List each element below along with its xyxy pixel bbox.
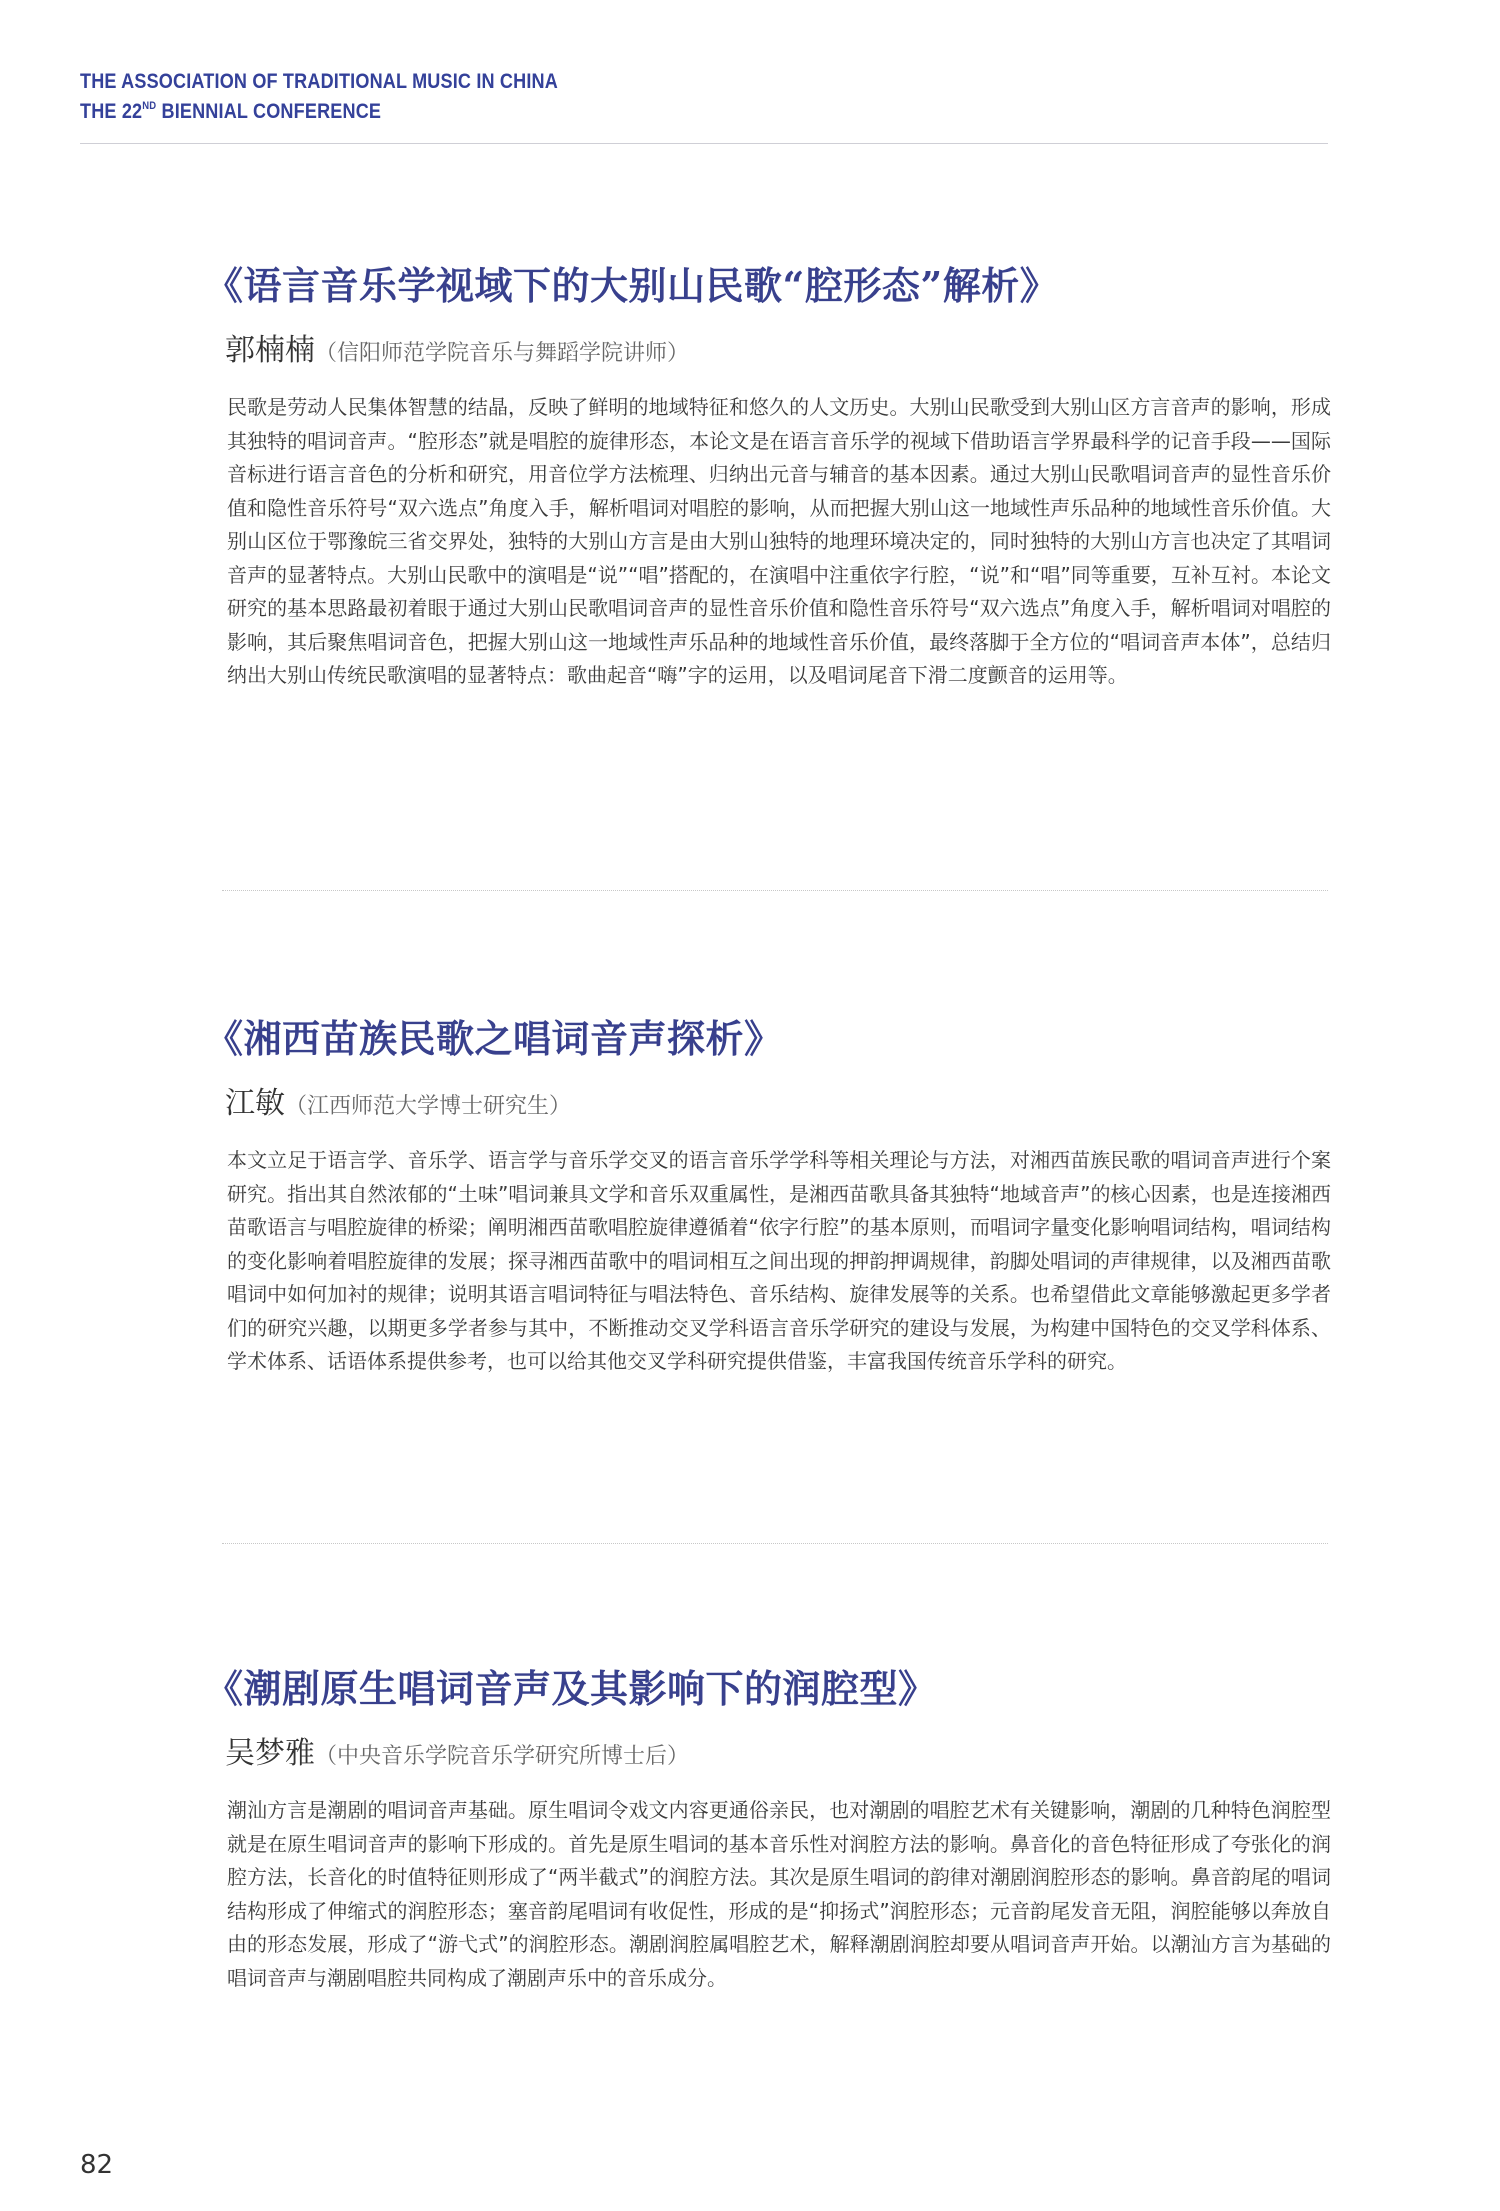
author-name: 郭楠楠 — [225, 333, 315, 368]
article-title: 《潮剧原生唱词音声及其影响下的润腔型》 — [205, 1666, 937, 1711]
author-line — [225, 1728, 1335, 1772]
section-divider — [222, 890, 1328, 891]
author-affiliation: （江西师范大学博士研究生） — [285, 1094, 572, 1119]
article-title: 《湘西苗族民歌之唱词音声探析》 — [205, 1016, 783, 1061]
article-abstract: 潮汕方言是潮剧的唱词音声基础。原生唱词令戏文内容更通俗亲民，也对潮剧的唱腔艺术有关键影响，潮剧的几种特色润腔型就是在原生唱词音声的影响下形成的。首先是原生唱词的基本音乐性对润腔方法的影响。鼻音化的音色特征形成了夸张化的润腔方法，长音化的时值特征则形成了“两半截式”的润腔方法。其次是原生唱词的韵律对潮剧润腔形态的影响。鼻音韵尾的唱词结构形成了伸缩式的润腔形态；塞音韵尾唱词有收促性，形成的是“抑扬式”润腔形态；元音韵尾发音无阻，润腔能够以奔放自由的形态发展，形成了“游弋式”的润腔形态。潮剧润腔属唱腔艺术，解释潮剧润腔却要从唱词音声开始。以潮汕方言为基础的唱词音声与潮剧唱腔共同构成了潮剧声乐中的音乐成分。 — [227, 1798, 1331, 1990]
article-title: 《语言音乐学视域下的大别山民歌“腔形态”解析》 — [205, 263, 1059, 308]
header-association-title: THE ASSOCIATION OF TRADITIONAL MUSIC IN CHINA — [80, 70, 558, 93]
article-3 — [205, 1665, 1335, 1995]
author-line — [225, 1078, 1335, 1122]
author-line — [225, 325, 1335, 369]
author-affiliation: （信阳师范学院音乐与舞蹈学院讲师） — [315, 341, 690, 366]
article-abstract: 民歌是劳动人民集体智慧的结晶，反映了鲜明的地域特征和悠久的人文历史。大别山民歌受到大别山区方言音声的影响，形成其独特的唱词音声。“腔形态”就是唱腔的旋律形态，本论文是在语言音乐学的视域下借助语言学界最科学的记音手段——国际音标进行语言音色的分析和研究，用音位学方法梳理、归纳出元音与辅音的基本因素。通过大别山民歌唱词音声的显性音乐价值和隐性音乐符号“双六选点”角度入手，解析唱词对唱腔的影响，从而把握大别山这一地域性声乐品种的地域性音乐价值。大别山区位于鄂豫皖三省交界处，独特的大别山方言是由大别山独特的地理环境决定的，同时独特的大别山方言也决定了其唱词音声的显著特点。大别山民歌中的演唱是“说”“唱”搭配的，在演唱中注重依字行腔，“说”和“唱”同等重要，互补互衬。本论文研究的基本思路最初着眼于通过大别山民歌唱词音声的显性音乐价值和隐性音乐符号“双六选点”角度入手，解析唱词对唱腔的影响，其后聚焦唱词音色，把握大别山这一地域性声乐品种的地域性音乐价值，最终落脚于全方位的“唱词音声本体”，总结归纳出大别山传统民歌演唱的显著特点：歌曲起音“嗨”字的运用，以及唱词尾音下滑二度颤音的运用等。 — [227, 395, 1331, 687]
author-name: 吴梦雅 — [225, 1736, 315, 1771]
article-abstract: 本文立足于语言学、音乐学、语言学与音乐学交叉的语言音乐学学科等相关理论与方法，对湘西苗族民歌的唱词音声进行个案研究。指出其自然浓郁的“土味”唱词兼具文学和音乐双重属性，是湘西苗歌具备其独特“地域音声”的核心因素，也是连接湘西苗歌语言与唱腔旋律的桥梁；阐明湘西苗歌唱腔旋律遵循着“依字行腔”的基本原则，而唱词字量变化影响唱词结构，唱词结构的变化影响着唱腔旋律的发展；探寻湘西苗歌中的唱词相互之间出现的押韵押调规律，韵脚处唱词的声律规律，以及湘西苗歌唱词中如何加衬的规律；说明其语言唱词特征与唱法特色、音乐结构、旋律发展等的关系。也希望借此文章能够激起更多学者们的研究兴趣，以期更多学者参与其中，不断推动交叉学科语言音乐学研究的建设与发展，为构建中国特色的交叉学科体系、学术体系、话语体系提供参考，也可以给其他交叉学科研究提供借鉴，丰富我国传统音乐学科的研究。 — [227, 1148, 1331, 1373]
header-ordinal-suffix: ND — [142, 100, 157, 112]
section-divider — [222, 1543, 1328, 1544]
running-header — [80, 70, 636, 124]
header-conference-suffix: BIENNIAL CONFERENCE — [156, 100, 382, 123]
header-rule — [80, 143, 1328, 144]
page-number: 82 — [80, 2150, 114, 2180]
article-2 — [205, 1015, 1335, 1379]
article-1 — [205, 262, 1335, 693]
author-affiliation: （中央音乐学院音乐学研究所博士后） — [315, 1744, 690, 1769]
header-conference-title — [80, 94, 558, 124]
header-conference-prefix: THE 22 — [80, 100, 143, 123]
author-name: 江敏 — [225, 1086, 285, 1121]
